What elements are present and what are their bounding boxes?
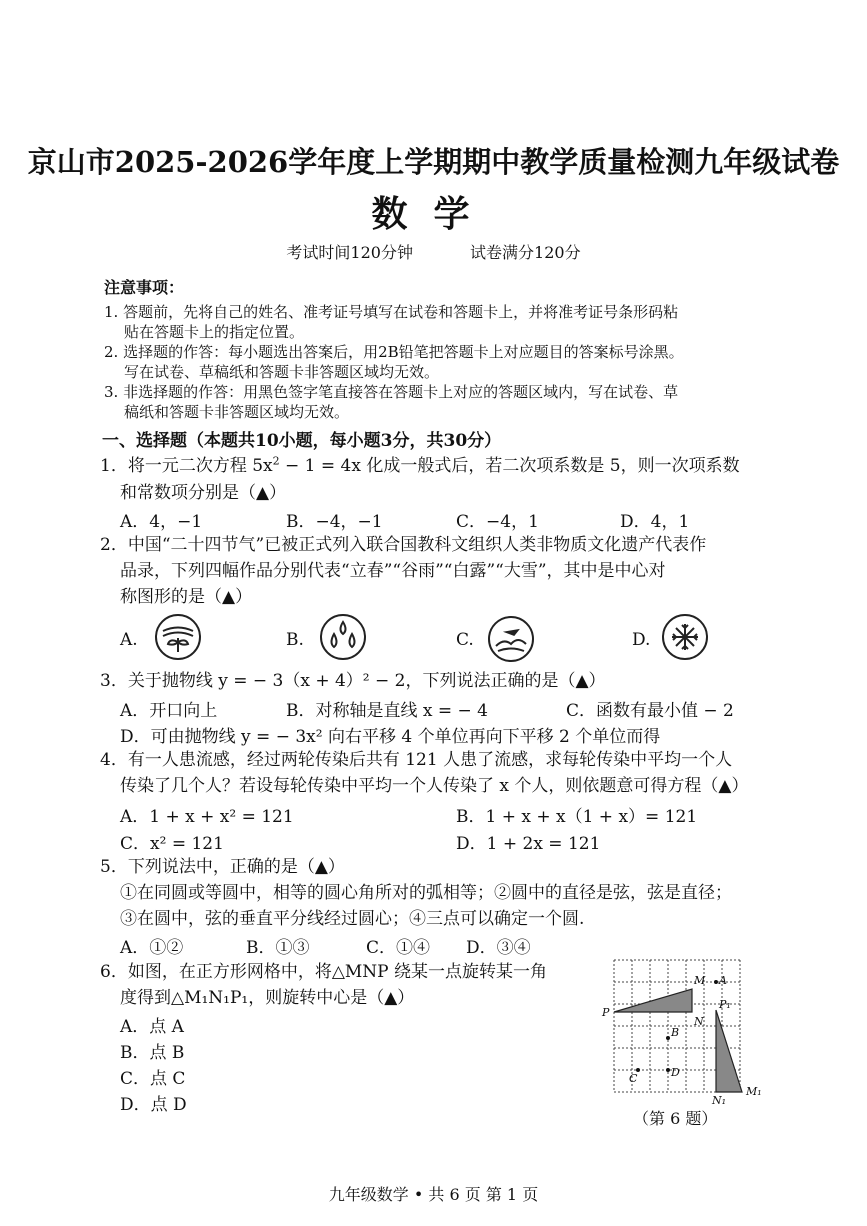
triangle-m1n1p1 <box>716 1010 742 1092</box>
notice-item-1-line1: 1. 答题前，先将自己的姓名、准考证号填写在试卷和答题卡上，并将准考证号条形码粘 <box>104 303 679 321</box>
page-footer: 九年级数学 • 共 6 页 第 1 页 <box>328 1185 539 1204</box>
q6-option-b: B．点 B <box>120 1043 185 1063</box>
q6-line1: 6．如图，在正方形网格中，将△MNP 绕某一点旋转某一角 <box>100 962 548 982</box>
q5-line3: ③在圆中，弦的垂直平分线经过圆心；④三点可以确定一个圆. <box>120 909 585 929</box>
daxue-emblem-icon <box>662 614 708 660</box>
q4-option-d: D．1 + 2x = 121 <box>456 834 601 854</box>
triangle-mnp <box>614 989 692 1012</box>
q2-line2: 品录，下列四幅作品分别代表“立春”“谷雨”“白露”“大雪”，其中是中心对 <box>120 561 666 581</box>
q5-line1: 5．下列说法中，正确的是（▲） <box>100 857 345 877</box>
label-n: N <box>694 1015 704 1028</box>
q5-option-a: A．①② <box>120 938 184 958</box>
q2-option-c-label: C. <box>456 630 474 650</box>
q5-option-d: D．③④ <box>466 938 531 958</box>
guyu-emblem-icon <box>320 614 366 660</box>
q4-line2: 传染了几个人？若设每轮传染中平均一个人传染了 x 个人，则依题意可得方程（▲） <box>120 776 749 796</box>
q3-line1: 3．关于抛物线 y = − 3（x + 4）² − 2，下列说法正确的是（▲） <box>100 671 606 691</box>
q4-line1: 4．有一人患流感，经过两轮传染后共有 121 人患了流感，求每轮传染中平均一个人 <box>100 750 733 770</box>
exam-title: 京山市2025-2026学年度上学期期中教学质量检测九年级试卷 <box>27 145 840 179</box>
q2-option-b-label: B. <box>286 630 304 650</box>
q1-option-b: B．−4，−1 <box>286 512 383 532</box>
q6-option-c: C．点 C <box>120 1069 186 1089</box>
label-b: B <box>671 1026 680 1039</box>
q4-option-c: C．x² = 121 <box>120 834 224 854</box>
q6-grid-figure <box>598 952 770 1108</box>
notice-item-1-line2: 贴在答题卡上的指定位置。 <box>124 323 305 341</box>
q1-line1-post: − 1 = 4x 化成一般式后，若二次项系数是 5，则一次项系数 <box>279 456 740 476</box>
label-a: A <box>719 974 727 987</box>
q2-option-a-label: A. <box>120 630 138 650</box>
label-m: M <box>694 974 706 987</box>
q1-sup: 2 <box>272 454 280 468</box>
q2-line1: 2．中国“二十四节气”已被正式列入联合国教科文组织人类非物质文化遗产代表作 <box>100 535 707 555</box>
label-p: P <box>602 1006 610 1019</box>
label-p1: P₁ <box>719 998 731 1011</box>
label-d: D <box>671 1066 680 1079</box>
q4-option-a: A．1 + x + x² = 121 <box>120 807 294 827</box>
label-m1: M₁ <box>746 1085 762 1098</box>
notice-item-2-line2: 写在试卷、草稿纸和答题卡非答题区域均无效。 <box>124 363 440 381</box>
label-n1: N₁ <box>712 1094 727 1107</box>
q1-line1 <box>100 454 740 478</box>
q3-option-c: C．函数有最小值 − 2 <box>566 701 734 721</box>
q6-line2: 度得到△M₁N₁P₁，则旋转中心是（▲） <box>120 988 415 1008</box>
q5-line2: ①在同圆或等圆中，相等的圆心角所对的弧相等；②圆中的直径是弦，弦是直径； <box>120 883 732 903</box>
q3-option-a: A．开口向上 <box>120 701 218 721</box>
notice-item-3-line1: 3. 非选择题的作答：用黑色签字笔直接答在答题卡上对应的答题区域内，写在试卷、草 <box>104 383 679 401</box>
lichun-emblem-icon <box>155 614 201 660</box>
q1-option-c: C．−4，1 <box>456 512 539 532</box>
q1-option-a: A．4，−1 <box>120 512 203 532</box>
notice-item-2-line1: 2. 选择题的作答：每小题选出答案后，用2B铅笔把答题卡上对应题目的答案标号涂黑。 <box>104 343 684 361</box>
section-heading: 一、选择题（本题共10小题，每小题3分，共30分） <box>102 431 502 451</box>
notice-item-3-line2: 稿纸和答题卡非答题区域均无效。 <box>124 403 350 421</box>
q3-option-b: B．对称轴是直线 x = − 4 <box>286 701 488 721</box>
q5-option-b: B．①③ <box>246 938 310 958</box>
label-c: C <box>629 1072 638 1085</box>
point-b-dot <box>666 1036 670 1040</box>
notice-title: 注意事项： <box>104 278 185 297</box>
q3-option-d: D．可由抛物线 y = − 3x² 向右平移 4 个单位再向下平移 2 个单位而得 <box>120 727 661 747</box>
q1-line1-pre: 1．将一元二次方程 5x <box>100 456 273 476</box>
q6-figure-caption: （第 6 题） <box>633 1109 718 1128</box>
q5-option-c: C．①④ <box>366 938 431 958</box>
q1-line2: 和常数项分别是（▲） <box>120 483 287 503</box>
exam-time: 考试时间120分钟 <box>286 243 413 262</box>
exam-info <box>0 240 867 263</box>
q2-line3: 称图形的是（▲） <box>120 587 253 607</box>
point-d-dot <box>666 1068 670 1072</box>
full-score: 试卷满分120分 <box>470 243 581 262</box>
point-a-dot <box>714 980 718 984</box>
q6-option-a: A．点 A <box>120 1017 184 1037</box>
q6-option-d: D．点 D <box>120 1095 187 1115</box>
subject-title: 数学 <box>371 193 496 235</box>
q4-option-b: B．1 + x + x（1 + x）= 121 <box>456 807 698 827</box>
q1-option-d: D．4，1 <box>620 512 690 532</box>
bailu-emblem-icon <box>488 616 534 662</box>
q2-option-d-label: D. <box>632 630 651 650</box>
